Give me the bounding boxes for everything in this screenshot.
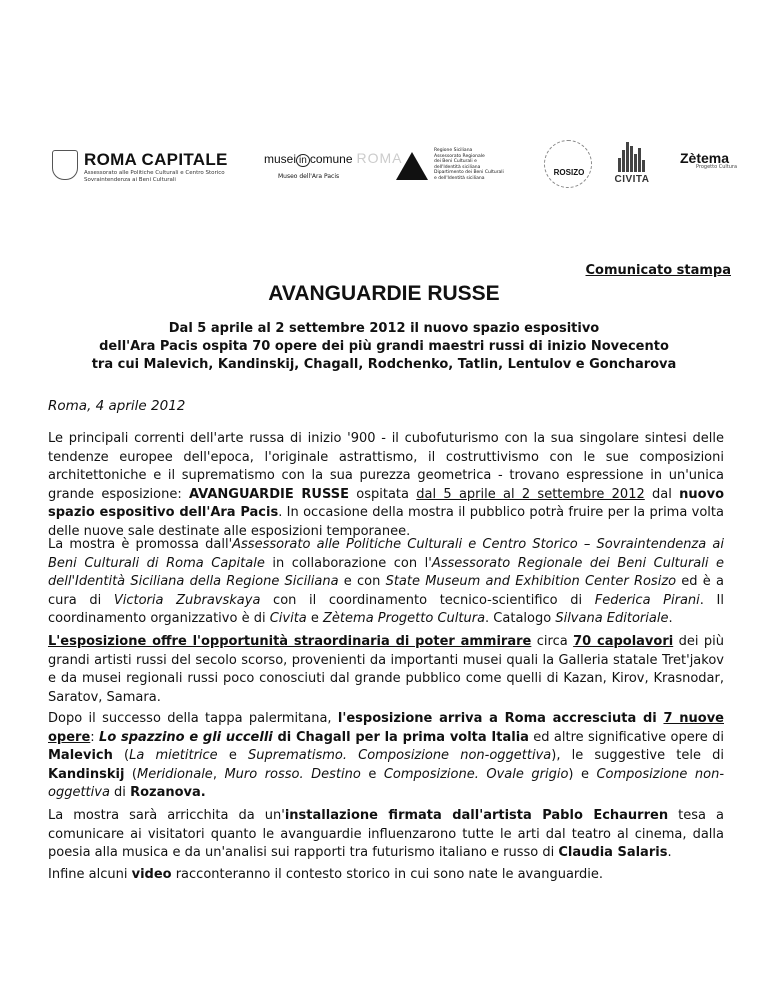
civita-bar <box>618 158 621 172</box>
roma-capitale-name: ROMA CAPITALE <box>84 150 228 169</box>
press-release-label: Comunicato stampa <box>585 263 731 278</box>
musei-in-comune-logo: musei in comune ROMA Museo dell'Ara Pacis <box>264 150 403 180</box>
paragraph-2: La mostra è promossa dall'Assessorato alle Politiche Culturali e Centro Storico – Sovraintendenza ai Beni Culturali di Roma Capitale in collaborazione con l'Assessorato Regionale dei Beni Culturali e dell'Identità Siciliana della Regione Siciliana e con State Museum and Exhibition Center Rosizo ed è a cura di Victoria Zubravskaya con il coordinamento tecnico-scientifico di Federica Pirani. Il coordinamento organizzativo è di Civita e Zètema Progetto Cultura. Catalogo Silvana Editoriale. <box>48 537 724 627</box>
paragraph-6: Infine alcuni video racconteranno il contesto storico in cui sono nate le avanguardie. <box>48 867 604 882</box>
civita-logo: CIVITA <box>612 140 652 186</box>
dateline: Roma, 4 aprile 2012 <box>48 398 186 414</box>
roma-capitale-sub: Assessorato alle Politiche Culturali e Centro Storico Sovraintendenza ai Beni Culturali <box>84 170 225 183</box>
civita-bar <box>634 154 637 172</box>
paragraph-1: Le principali correnti dell'arte russa di inizio '900 - il cubofuturismo con la sua singolare sintesi delle tendenze europee dell'epoca, l'originale astrattismo, il costruttivismo con le sue composizioni architettoniche e il suprematismo con la sua purezza geometrica - trovano espressione in un'unica grande esposizione: AVANGUARDIE RUSSE ospitata dal 5 aprile al 2 settembre 2012 dal nuovo spazio espositivo dell'Ara Pacis. In occasione della mostra il pubblico potrà fruire per la prima volta delle nuove sale destinate alle esposizioni temporanee. <box>48 431 725 539</box>
rosizo-logo: ROSIZO <box>540 140 598 186</box>
musei-sub: Museo dell'Ara Pacis <box>278 173 340 180</box>
zetema-logo: Zètema Progetto Cultura <box>680 150 738 170</box>
ring-icon <box>544 140 592 188</box>
trinacria-icon <box>396 152 428 180</box>
civita-bar <box>622 150 625 172</box>
civita-bar <box>638 148 641 172</box>
paragraph-5: La mostra sarà arricchita da un'installazione firmata dall'artista Pablo Echaurren tesa a comunicare ai visitatori quanto le avanguardie influenzarono tutte le arti dal teatro al cinema, dalla poesia alla musica e da un'analisi sui rapporti tra futurismo italiano e russo di Claudia Salaris. <box>48 808 724 861</box>
page-title: AVANGUARDIE RUSSE <box>268 282 500 305</box>
civita-bar <box>626 142 629 172</box>
paragraph-4: Dopo il successo della tappa palermitana, l'esposizione arriva a Roma accresciuta di 7 nuove opere: Lo spazzino e gli uccelli di Chagall per la prima volta Italia ed altre significative opere di Malevich (La mietitrice e Suprematismo. Composizione non-oggettiva), le suggestive tele di Kandinskij (Meridionale, Muro rosso. Destino e Composizione. Ovale grigio) e Composizione non-oggettiva di Rozanova. <box>48 711 725 801</box>
civita-bar <box>642 160 645 172</box>
paragraph-3: L'esposizione offre l'opportunità straordinaria di poter ammirare circa 70 capolavori dei più grandi artisti russi del secolo scorso, provenienti da importanti musei quali la Galleria statale Tret'jakov e da musei regionali russi poco conosciuti dal grande pubblico come quelli di Kazan, Kirov, Krasnodar, Saratov, Samara. <box>48 634 724 705</box>
civita-bar <box>630 146 633 172</box>
subtitle: Dal 5 aprile al 2 settembre 2012 il nuovo spazio espositivo dell'Ara Pacis ospita 70 opere dei più grandi maestri russi di inizio Novecento tra cui Malevich, Kandinskij, Chagall, Rodchenko, Tatlin, Lentulov e Goncharova <box>91 321 677 372</box>
crest-icon <box>52 150 78 180</box>
logo-bar: ROMA CAPITALE Assessorato alle Politiche Culturali e Centro Storico Sovraintendenza ai Beni Culturali musei in comune ROMA Museo dell'Ara Pacis Regione Siciliana Assessorato Regionale dei Beni Culturali e dell'Identità siciliana Dipartimento dei Beni Culturali e dell'Identità siciliana ROSIZO CIVITA Zètema Progetto Cultura <box>52 140 732 200</box>
